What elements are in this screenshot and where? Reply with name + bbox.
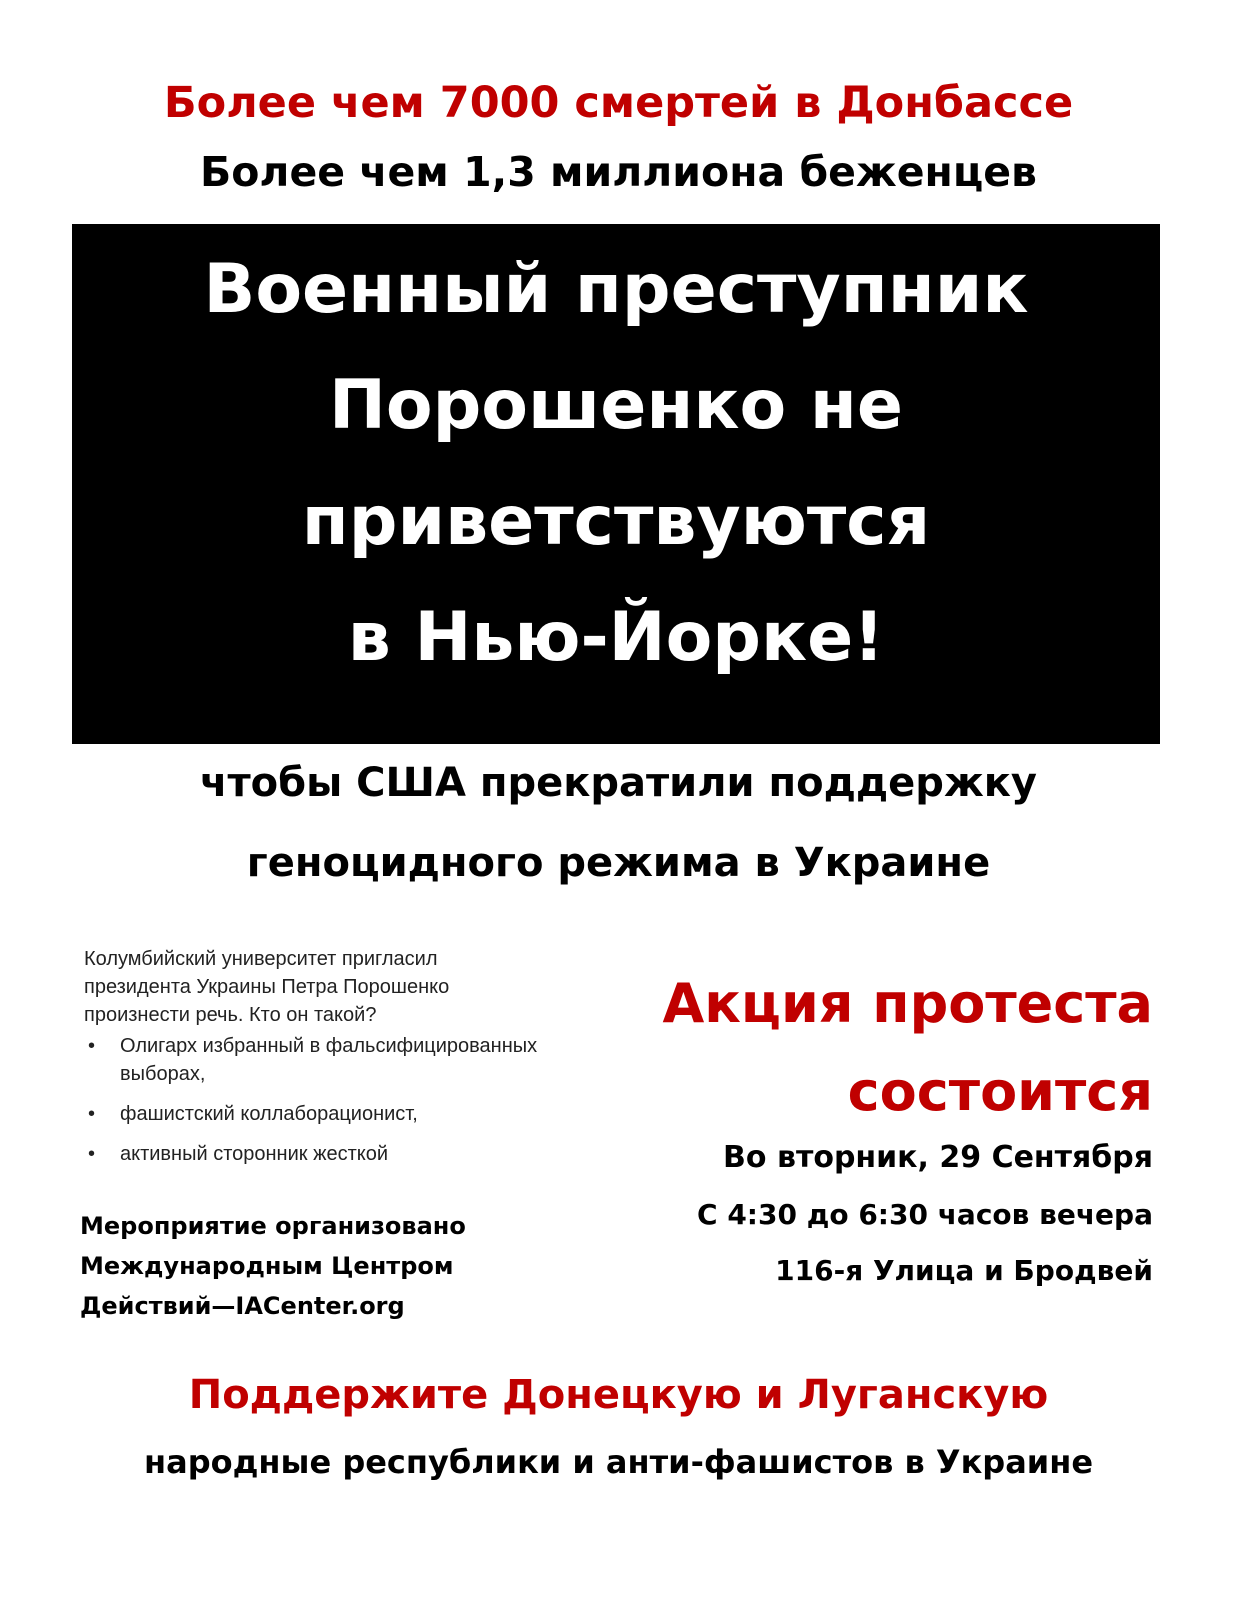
demand-line-1: чтобы США прекратили поддержку [200, 760, 1037, 806]
banner-line-1: Военный преступник [203, 250, 1029, 329]
protest-title-1: Акция протеста [662, 972, 1153, 1035]
main-banner [72, 224, 1160, 744]
list-item [84, 1140, 554, 1168]
protest-title-2: состоится [847, 1060, 1153, 1123]
list-item [84, 1032, 554, 1088]
event-date: Во вторник, 29 Сентября [723, 1140, 1153, 1175]
event-time: С 4:30 до 6:30 часов вечера [697, 1198, 1153, 1231]
demand-line-2: геноцидного режима в Украине [246, 840, 991, 886]
support-line-2: народные республики и анти-фашистов в Украине [143, 1443, 1094, 1481]
event-place: 116-я Улица и Бродвей [775, 1254, 1153, 1287]
bullet-icon: • [88, 1143, 96, 1165]
intro-paragraph: Колумбийский университет пригласил президента Украины Петра Порошенко произнести речь. Кто он такой? [84, 948, 450, 1026]
organizer-block [80, 1206, 550, 1326]
list-item-text: Олигарх избранный в фальсифицированных выборах, [120, 1035, 538, 1085]
bullet-list [84, 1032, 554, 1180]
banner-line-4: в Нью-Йорке! [347, 598, 885, 677]
list-item-text: фашистский коллаборационист, [120, 1103, 418, 1125]
banner-line-2: Порошенко не [329, 366, 903, 445]
headline-deaths: Более чем 7000 смертей в Донбассе [163, 78, 1074, 128]
list-item [84, 1100, 554, 1128]
list-item-text: активный сторонник жесткой [120, 1143, 389, 1165]
bullet-icon: • [88, 1103, 96, 1125]
support-line-1: Поддержите Донецкую и Луганскую [188, 1372, 1049, 1418]
headline-refugees: Более чем 1,3 миллиона беженцев [200, 148, 1037, 196]
banner-line-3: приветствуются [301, 482, 931, 561]
bullet-icon: • [88, 1035, 96, 1057]
organizer-line-2: Международным Центром [80, 1252, 454, 1280]
organizer-line-1: Мероприятие организовано [80, 1212, 466, 1240]
organizer-line-3: Действий—IACenter.org [80, 1292, 405, 1320]
